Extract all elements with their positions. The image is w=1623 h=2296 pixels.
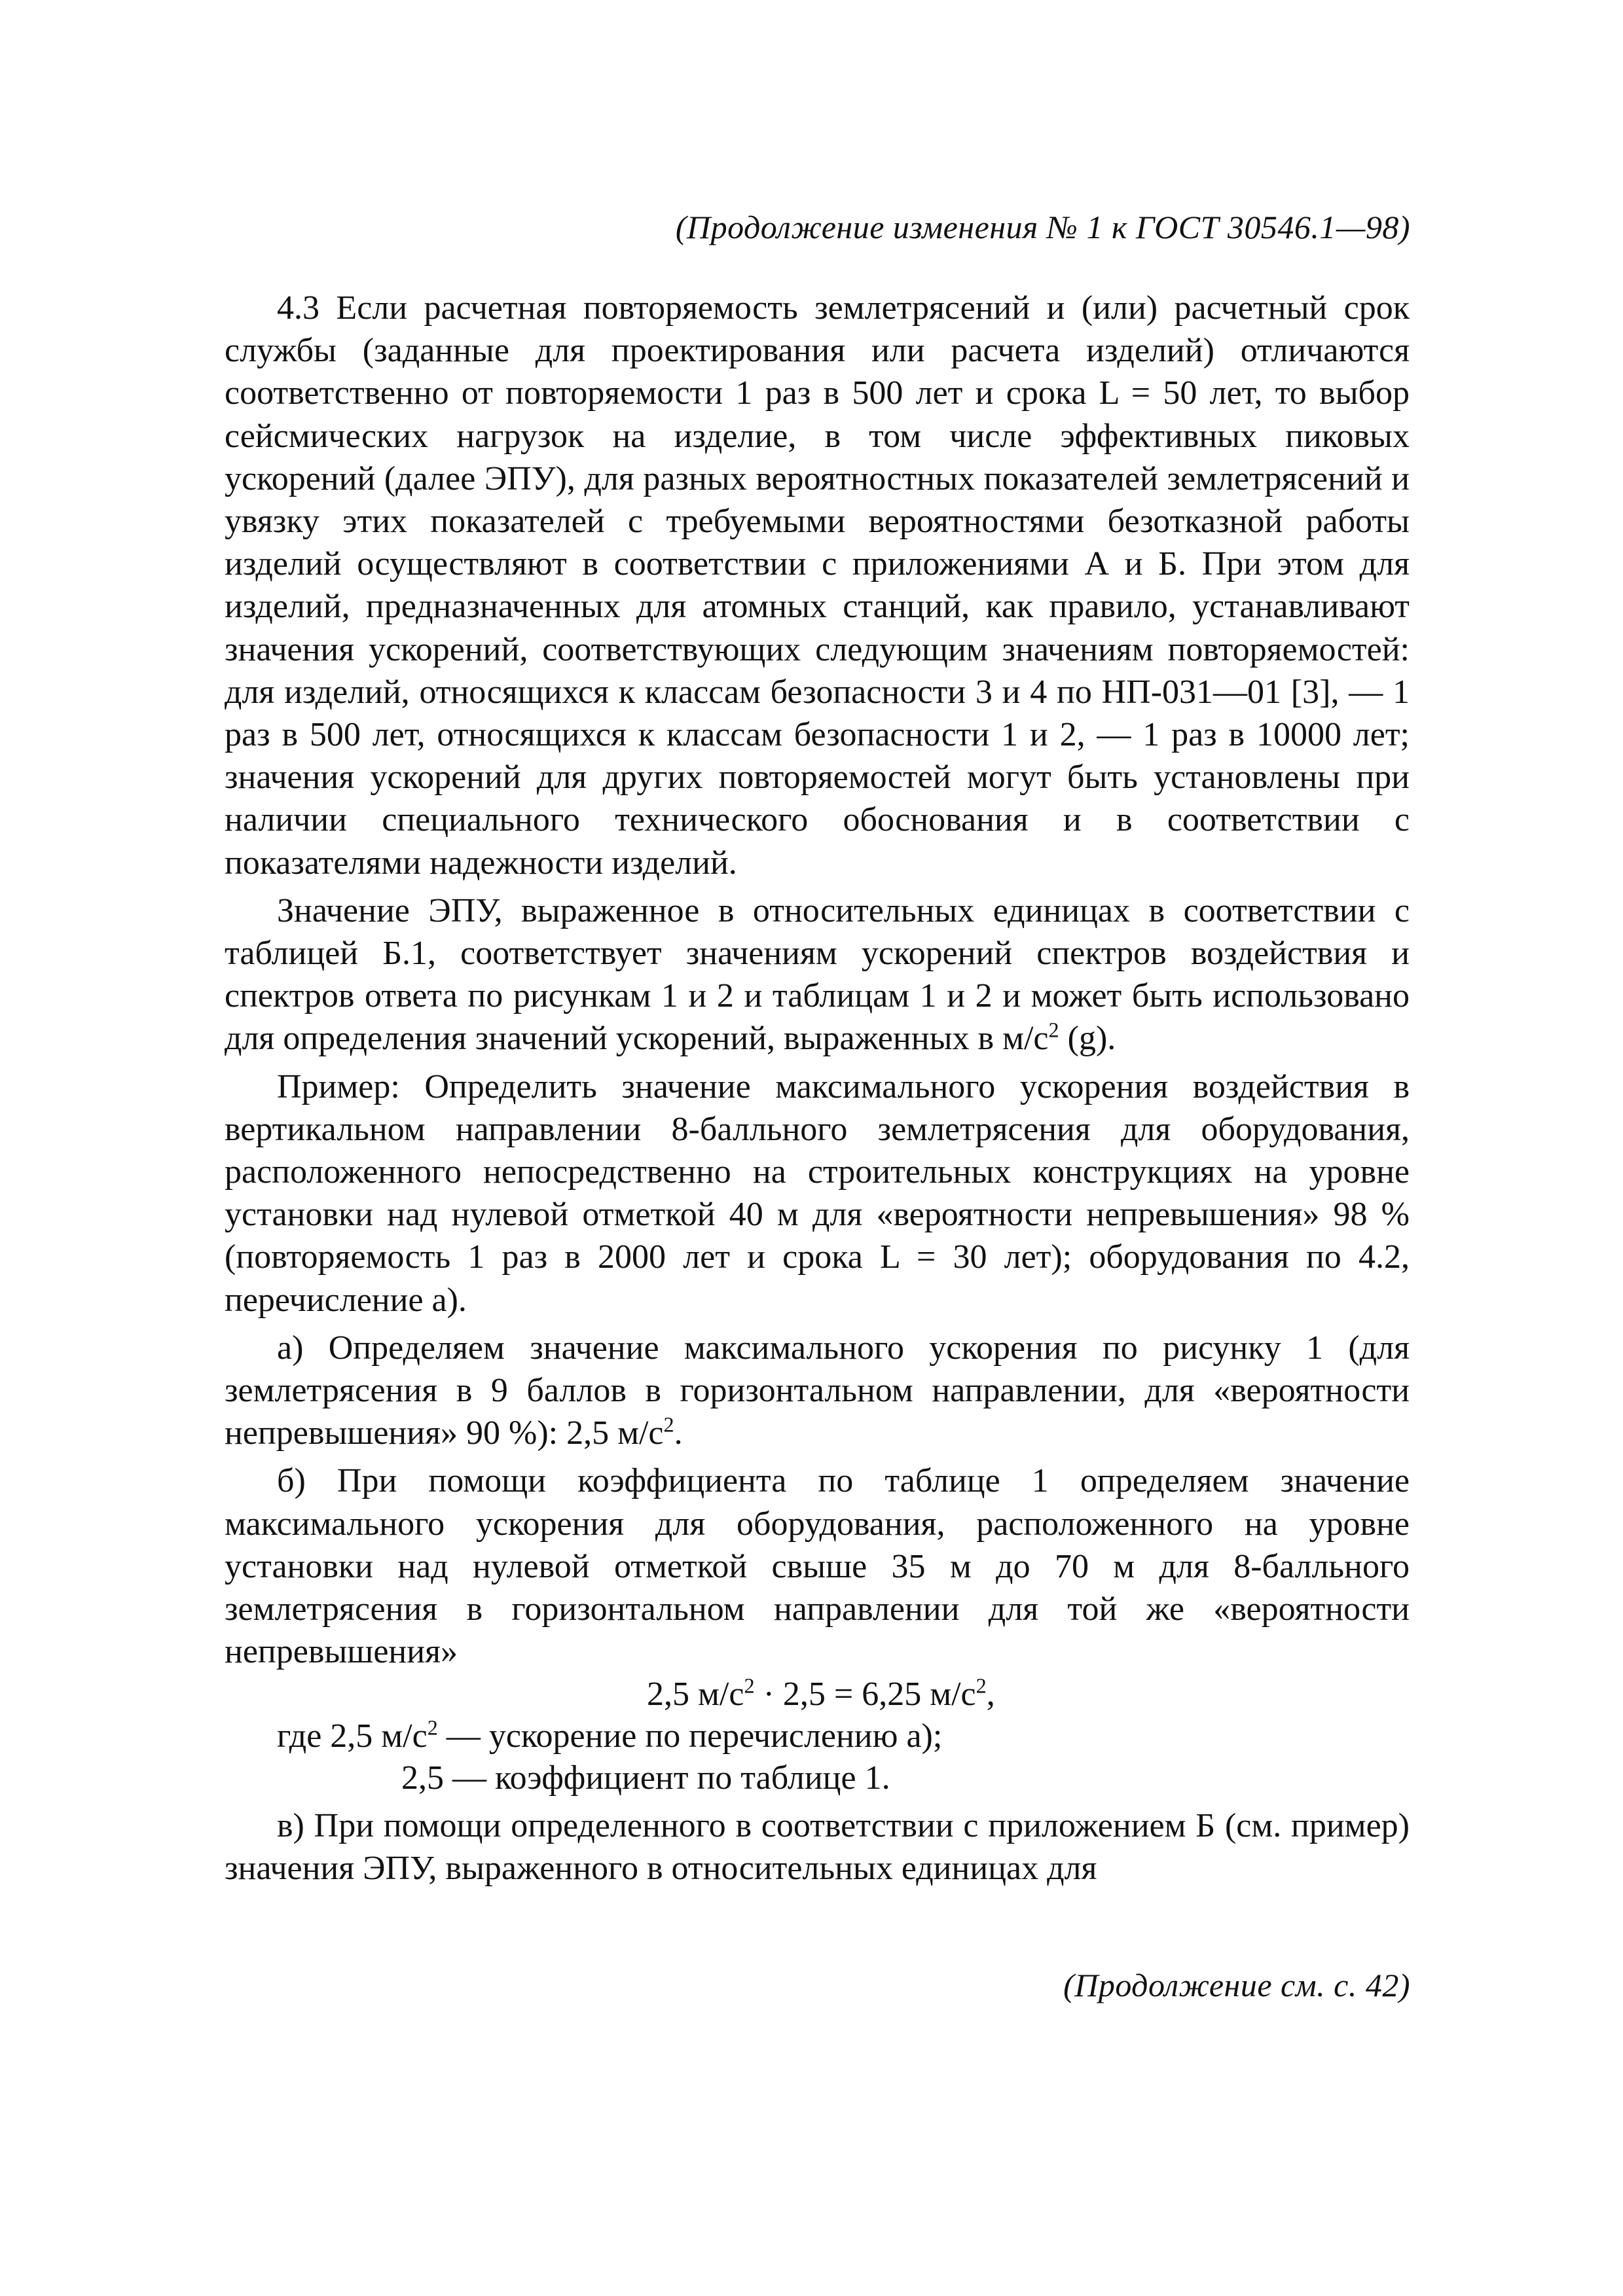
superscript: 2 xyxy=(1048,1018,1059,1043)
paragraph-epu-value xyxy=(225,889,1410,1060)
page-header: (Продолжение изменения № 1 к ГОСТ 30546.1—98) xyxy=(675,209,1410,245)
paragraph-step-b: б) При помощи коэффициента по таблице 1 определяем значение максимального ускорения для оборудования, расположенного на уровне установки над нулевой отметкой свыше 35 м до 70 м для 8-балльного землетрясения в горизонтальном направлении для той же «вероятности непревышения» xyxy=(225,1462,1410,1671)
superscript: 2 xyxy=(427,1715,438,1740)
paragraph-example: Пример: Определить значение максимального ускорения воздействия в вертикальном направлении 8-балльного землетрясения для оборудования, расположенного непосредственно на строительных конструкциях на уровне установки над нулевой отметкой 40 м для «вероятности непревышения» 98 % (повторяемость 1 раз в 2000 лет и срока L = 30 лет); оборудования по 4.2, перечисление а). xyxy=(225,1067,1410,1319)
step-a-tail: . xyxy=(674,1414,683,1452)
superscript: 2 xyxy=(744,1674,755,1698)
paragraph-4-3: 4.3 Если расчетная повторяемость землетрясений и (или) расчетный срок службы (заданные для проектирования или расчета изделий) отличаются соответственно от повторяемости 1 раз в 500 лет и срока L = 50 лет, то выбор сейсмических нагрузок на изделие, в том числе эффективных пиковых ускорений (далее ЭПУ), для разных вероятностных показателей землетрясений и увязку этих показателей с требуемыми вероятностями безотказной работы изделий осуществляют в соответствии с приложениями А и Б. При этом для изделий, предназначенных для атомных станций, как правило, устанавливают значения ускорений, соответствующих следующим значениям повторяемостей: для изделий, относящихся к классам безопасности 3 и 4 по НП-031—01 [3], — 1 раз в 500 лет, относящихся к классам безопасности 1 и 2, — 1 раз в 10000 лет; значения ускорений для других повторяемостей могут быть установлены при наличии специального технического обоснования и в соответствии с показателями надежности изделий. xyxy=(225,289,1410,882)
formula-part-a: 2,5 м/с xyxy=(647,1675,744,1713)
formula-where-line xyxy=(225,1715,1410,1757)
where-part-b: — ускорение по перечислению а); xyxy=(437,1717,943,1755)
paragraph-epu-tail: (g). xyxy=(1059,1020,1116,1058)
superscript: 2 xyxy=(976,1674,987,1698)
formula xyxy=(225,1674,1410,1715)
paragraph-step-a xyxy=(225,1327,1410,1455)
paragraph-epu-text: Значение ЭПУ, выраженное в относительных единицах в соответствии с таблицей Б.1, соответствует значениям ускорений спектров воздействия и спектров ответа по рисункам 1 и 2 и таблицам 1 и 2 и может быть использовано для определения значений ускорений, выраженных в м/с xyxy=(225,891,1410,1058)
formula-coefficient-line: 2,5 — коэффициент по таблице 1. xyxy=(401,1759,890,1797)
step-a-text: а) Определяем значение максимального ускорения по рисунку 1 (для землетрясения в 9 баллов в горизонтальном направлении, для «вероятности непревышения» 90 %): 2,5 м/с xyxy=(225,1329,1410,1452)
where-part-a: где 2,5 м/с xyxy=(277,1717,428,1755)
paragraph-step-v: в) При помощи определенного в соответствии с приложением Б (см. пример) значения ЭПУ, выраженного в относительных единицах для xyxy=(225,1806,1410,1887)
formula-part-c: , xyxy=(986,1675,995,1713)
page-footer: (Продолжение см. с. 42) xyxy=(1063,1967,1410,2003)
document-body xyxy=(225,287,1410,1895)
formula-part-b: · 2,5 = 6,25 м/с xyxy=(754,1675,976,1713)
superscript: 2 xyxy=(663,1412,674,1437)
